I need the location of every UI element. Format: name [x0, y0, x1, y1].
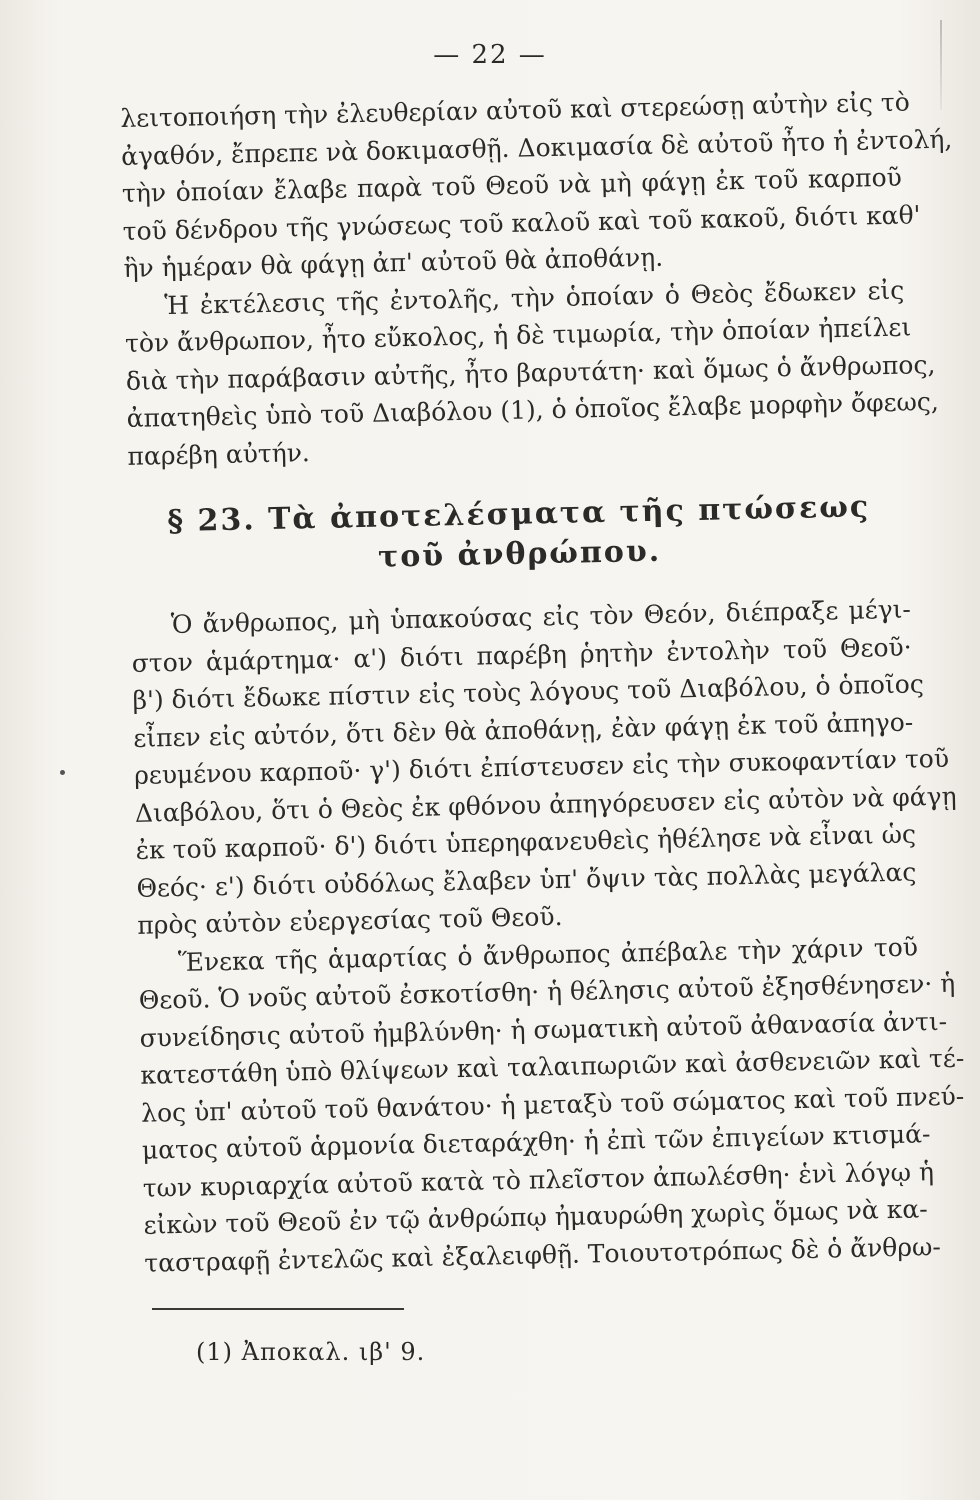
text-line: Ὁ ἄνθρωπος, μὴ ὑπακούσας εἰς τὸν Θεόν, διέπραξε μέγι- — [170, 594, 912, 640]
paragraph-sin — [131, 591, 957, 945]
margin-dot — [60, 770, 65, 775]
text-line: ἀγαθόν, ἔπρεπε νὰ δοκιμασθῇ. Δοκιμασία δὲ αὐτοῦ ἦτο ἡ ἐντολή, — [120, 124, 953, 171]
heading-line: § 23. Τὰ ἀποτελέσματα τῆς πτώσεως — [167, 489, 871, 540]
text-line: τοῦ δένδρου τῆς γνώσεως τοῦ καλοῦ καὶ τοῦ κακοῦ, διότι καθ' — [122, 199, 921, 246]
paragraph-consequences — [138, 928, 965, 1282]
text-line: των κυριαρχία αὐτοῦ κατὰ τὸ πλεῖστον ἀπωλέσθη· ἑνὶ λόγῳ ἡ — [142, 1156, 935, 1203]
text-line: διὰ τὴν παράβασιν αὐτῆς, ἦτο βαρυτάτη· καὶ ὅμως ὁ ἄνθρωπος, — [125, 349, 936, 396]
text-line: Ἡ ἐκτέλεσις τῆς ἐντολῆς, τὴν ὁποίαν ὁ Θεὸς ἔδωκεν εἰς — [164, 275, 905, 320]
text-line: τὴν ὁποίαν ἔλαβε παρὰ τοῦ Θεοῦ νὰ μὴ φάγῃ ἐκ τοῦ καρποῦ — [121, 162, 903, 208]
text-line: ἐκ τοῦ καρποῦ· δ') διότι ὑπερηφανευθεὶς ἠθέλησε νὰ εἶναι ὡς — [135, 819, 917, 865]
text-line: εἰκὼν τοῦ Θεοῦ ἐν τῷ ἀνθρώπῳ ἠμαυρώθη χωρὶς ὅμως νὰ κα- — [143, 1194, 928, 1240]
footnote: (1) Ἀποκαλ. ιβ' 9. — [196, 1338, 426, 1366]
text-line: Ἕνεκα τῆς ἁμαρτίας ὁ ἄνθρωπος ἀπέβαλε τὴν χάριν τοῦ — [177, 931, 919, 977]
text-line: συνείδησις αὐτοῦ ἠμβλύνθη· ἡ σωματικὴ αὐτοῦ ἀθανασία ἀντι- — [139, 1006, 948, 1053]
text-line: Διαβόλου, ὅτι ὁ Θεὸς ἐκ φθόνου ἀπηγόρευσεν εἰς αὐτὸν νὰ φάγῃ — [134, 781, 957, 828]
text-line: β') διότι ἔδωκε πίστιν εἰς τοὺς λόγους τοῦ Διαβόλου, ὁ ὁποῖος — [132, 669, 925, 715]
text-line: ματος αὐτοῦ ἁρμονία διεταράχθη· ἡ ἐπὶ τῶν ἐπιγείων κτισμά- — [141, 1119, 931, 1165]
body-text — [120, 84, 965, 1282]
text-line: ἣν ἡμέραν θὰ φάγῃ ἀπ' αὐτοῦ θὰ ἀποθάνῃ. — [123, 242, 664, 283]
text-line: λος ὑπ' αὐτοῦ τοῦ θανάτου· ἡ μεταξὺ τοῦ σώματος καὶ τοῦ πνεύ- — [140, 1081, 965, 1128]
text-line: ἀπατηθεὶς ὑπὸ τοῦ Διαβόλου (1), ὁ ὁποῖος ἔλαβε μορφὴν ὄφεως, — [126, 386, 940, 433]
text-line: Θεοῦ. Ὁ νοῦς αὐτοῦ ἐσκοτίσθη· ἡ θέλησις αὐτοῦ ἐξησθένησεν· ἡ — [138, 968, 956, 1015]
heading-line: τοῦ ἀνθρώπου. — [377, 533, 662, 575]
footnote-rule — [152, 1308, 404, 1310]
text-line: πρὸς αὐτὸν εὐεργεσίας τοῦ Θεοῦ. — [136, 901, 563, 940]
page-number: — 22 — — [433, 40, 547, 70]
text-line: τὸν ἄνθρωπον, ἦτο εὔκολος, ἡ δὲ τιμωρία, τὴν ὁποίαν ἠπείλει — [124, 312, 912, 358]
text-line: κατεστάθη ὑπὸ θλίψεων καὶ ταλαιπωριῶν καὶ ἀσθενειῶν καὶ τέ- — [140, 1043, 965, 1090]
text-line: παρέβη αὐτήν. — [127, 437, 311, 471]
section-heading — [128, 487, 910, 583]
text-line: ταστραφῇ ἐντελῶς καὶ ἐξαλειφθῇ. Τοιουτοτρόπως δὲ ὁ ἄνθρω- — [144, 1231, 942, 1278]
paragraph-commandment — [124, 271, 940, 475]
text-line: ρευμένου καρποῦ· γ') διότι ἐπίστευσεν εἰς τὴν συκοφαντίαν τοῦ — [133, 743, 950, 790]
text-line: λειτοποιήση τὴν ἐλευθερίαν αὐτοῦ καὶ στερεώσῃ αὐτὴν εἰς τὸ — [120, 87, 911, 133]
paragraph-continuation — [120, 84, 953, 288]
text-line: στον ἁμάρτημα· α') διότι παρέβη ῥητὴν ἐντολὴν τοῦ Θεοῦ· — [131, 632, 912, 678]
text-line: εἶπεν εἰς αὐτόν, ὅτι δὲν θὰ ἀποθάνῃ, ἐὰν φάγῃ ἐκ τοῦ ἀπηγο- — [133, 707, 914, 753]
text-line: Θεός· ε') διότι οὐδόλως ἔλαβεν ὑπ' ὄψιν τὰς πολλὰς μεγάλας — [136, 856, 917, 903]
